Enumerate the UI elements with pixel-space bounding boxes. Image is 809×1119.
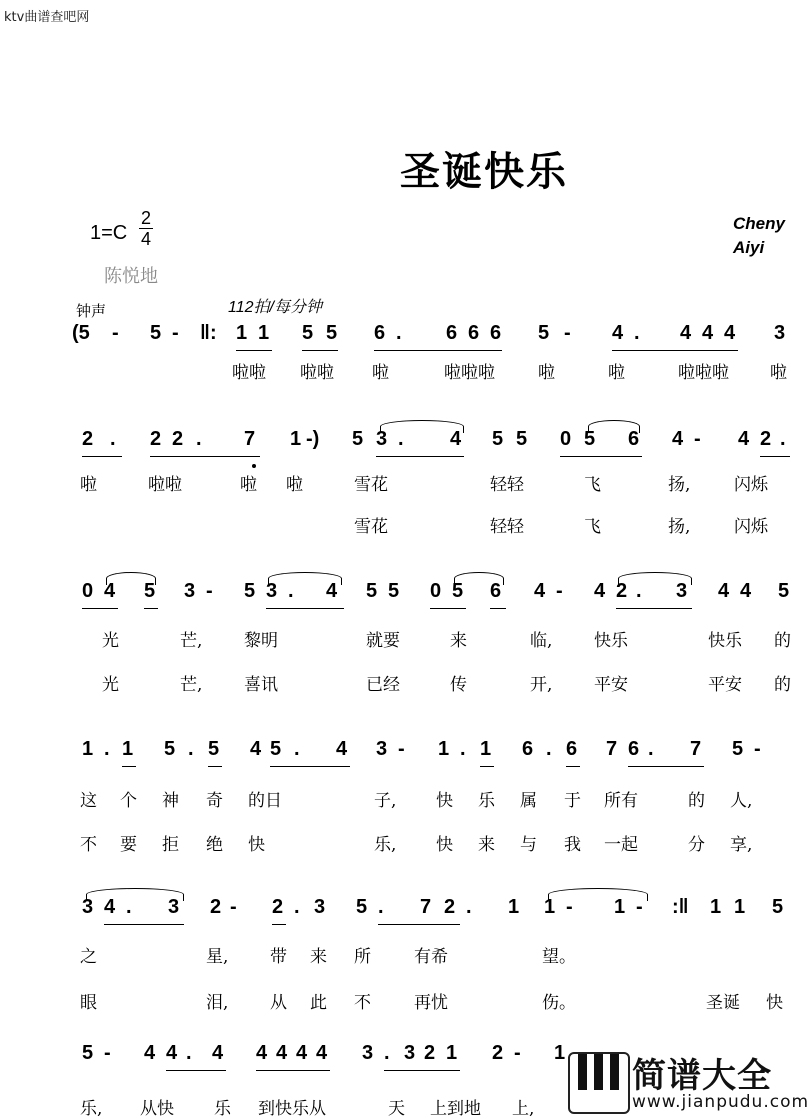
lyric: 扬,: [668, 475, 691, 495]
lyric: 平安: [708, 675, 742, 695]
underline: [104, 924, 184, 925]
note: 6: [522, 738, 534, 760]
lyric: 喜讯: [244, 675, 278, 695]
note: .: [186, 1042, 192, 1064]
lyric: 快: [436, 835, 453, 855]
note: 1: [122, 738, 134, 760]
note: 5: [150, 322, 162, 344]
lyric: 所有: [604, 791, 638, 811]
underline: [150, 456, 260, 457]
lyric: 绝: [206, 835, 223, 855]
lyric: 快: [248, 835, 265, 855]
note: 4: [738, 428, 750, 450]
note: 5: [366, 580, 378, 602]
lyric: 黎明: [244, 631, 278, 651]
note: 3: [362, 1042, 374, 1064]
note: 2: [760, 428, 772, 450]
lyric: 啦啦啦: [444, 363, 495, 383]
piano-icon: [568, 1052, 630, 1114]
note: 4: [326, 580, 338, 602]
watermark-logo: [568, 1048, 809, 1117]
note: .: [396, 322, 402, 344]
note: 3: [376, 738, 388, 760]
lyric: 平安: [594, 675, 628, 695]
tie: [548, 888, 648, 901]
note: -: [112, 322, 119, 344]
tie: [588, 420, 640, 433]
note: 4: [594, 580, 606, 602]
singer-name: 陈悦地: [104, 266, 158, 287]
tempo-marking: 112拍/每分钟: [228, 299, 322, 316]
lyric: 享,: [730, 835, 753, 855]
note: 5: [538, 322, 550, 344]
lyric: 啦啦: [232, 363, 266, 383]
lyric: 啦: [538, 363, 555, 383]
lyric: 飞: [584, 475, 601, 495]
note: 2: [210, 896, 222, 918]
lyric: 来: [310, 947, 327, 967]
note: -: [564, 322, 571, 344]
lyric: 从快: [140, 1099, 174, 1119]
lyric: 乐,: [80, 1099, 103, 1119]
note: 1: [554, 1042, 566, 1064]
lyric: 个: [120, 791, 137, 811]
underline: [480, 766, 494, 767]
note: 1: [438, 738, 450, 760]
lyric: 开,: [530, 675, 553, 695]
lyric: 闪烁: [734, 475, 768, 495]
note: 1: [480, 738, 492, 760]
note: 1: [734, 896, 746, 918]
note: 4: [672, 428, 684, 450]
note: 6: [490, 580, 502, 602]
underline: [144, 608, 158, 609]
note: 1: [446, 1042, 458, 1064]
underline: [584, 456, 642, 457]
note: 2: [492, 1042, 504, 1064]
lyric: 乐,: [374, 835, 397, 855]
score-line-2: [0, 428, 790, 460]
note: -: [104, 1042, 111, 1064]
time-signature: [138, 208, 154, 249]
note: 7: [244, 428, 256, 450]
note: -): [306, 428, 320, 450]
lyric: 芒,: [180, 675, 203, 695]
note: 2: [172, 428, 184, 450]
underline: [122, 766, 136, 767]
underline: [236, 350, 272, 351]
underline: [302, 350, 338, 351]
tie: [106, 572, 156, 585]
note: -: [754, 738, 761, 760]
credit-lyricist: Aiyi: [733, 238, 765, 257]
lyric: 带: [270, 947, 287, 967]
repeat-start: ‖:: [200, 322, 217, 344]
lyric: 再忧: [414, 993, 448, 1013]
lyric: 轻轻: [490, 517, 524, 537]
lyric: 快: [766, 993, 783, 1013]
note: 5: [452, 580, 464, 602]
note: 5: [270, 738, 282, 760]
lyric: 圣诞: [706, 993, 740, 1013]
lyric: 的日: [248, 791, 282, 811]
lyric: 此: [310, 993, 327, 1013]
underline: [628, 766, 704, 767]
credit-composer: Cheny: [733, 214, 785, 233]
note: 6: [446, 322, 458, 344]
lyric: 已经: [366, 675, 400, 695]
note: 5: [208, 738, 220, 760]
lyric: 来: [478, 835, 495, 855]
lyric: 伤。: [542, 993, 576, 1013]
lyric: 与: [520, 835, 537, 855]
underline: [208, 766, 222, 767]
note: 3: [774, 322, 786, 344]
note: 4: [250, 738, 262, 760]
lyric: 拒: [162, 835, 179, 855]
underline: [616, 608, 692, 609]
note: -: [694, 428, 701, 450]
note: 2: [424, 1042, 436, 1064]
note: 1: [82, 738, 94, 760]
note: 3: [266, 580, 278, 602]
lyric: 啦: [286, 475, 303, 495]
note: 3: [676, 580, 688, 602]
lyric: 临,: [530, 631, 553, 651]
note: 4: [702, 322, 714, 344]
note: 2: [82, 428, 94, 450]
score-line-1: [0, 322, 790, 354]
lyric: 快乐: [708, 631, 742, 651]
note: 6: [628, 738, 640, 760]
note: 6: [490, 322, 502, 344]
note: 5: [772, 896, 784, 918]
underline: [566, 766, 580, 767]
lyric: 传: [450, 675, 467, 695]
note: 4: [680, 322, 692, 344]
note: 4: [166, 1042, 178, 1064]
underline: [82, 456, 122, 457]
lyric: 光: [102, 631, 119, 651]
score-line-4: [0, 738, 790, 770]
note: -: [172, 322, 179, 344]
underline: [82, 608, 118, 609]
note: .: [648, 738, 654, 760]
note: .: [780, 428, 786, 450]
note: 6: [374, 322, 386, 344]
lyric: 乐: [214, 1099, 231, 1119]
lyric: 啦啦: [300, 363, 334, 383]
note: 1: [544, 896, 556, 918]
lyric: 星,: [206, 947, 229, 967]
lyric: 上,: [512, 1099, 535, 1119]
note: 4: [718, 580, 730, 602]
note: 1: [258, 322, 270, 344]
note: 5: [778, 580, 790, 602]
note: .: [196, 428, 202, 450]
note: 3: [184, 580, 196, 602]
note: .: [634, 322, 640, 344]
note: 4: [276, 1042, 288, 1064]
lyric: 闪烁: [734, 517, 768, 537]
note: 0: [82, 580, 94, 602]
underline: [256, 1070, 330, 1071]
repeat-end: :‖: [672, 896, 689, 918]
lyric: 啦啦: [148, 475, 182, 495]
underline: [430, 608, 466, 609]
lyric: 扬,: [668, 517, 691, 537]
lyric: 天: [388, 1099, 405, 1119]
note: 3: [82, 896, 94, 918]
note: 3: [376, 428, 388, 450]
note: 7: [420, 896, 432, 918]
song-title: 圣诞快乐: [400, 148, 568, 195]
lyric: 芒,: [180, 631, 203, 651]
lyric: 的: [688, 791, 705, 811]
note: .: [460, 738, 466, 760]
score-line-5: [0, 896, 790, 928]
lyric: 啦: [770, 363, 787, 383]
note: 4: [336, 738, 348, 760]
note: 5: [388, 580, 400, 602]
note: 4: [450, 428, 462, 450]
note: 5: [244, 580, 256, 602]
note: 7: [690, 738, 702, 760]
note: 1: [710, 896, 722, 918]
lyric: 有希: [414, 947, 448, 967]
note: 2: [444, 896, 456, 918]
note: .: [294, 738, 300, 760]
tie: [86, 888, 184, 901]
lyric: 啦啦啦: [678, 363, 729, 383]
note: 1: [508, 896, 520, 918]
underline: [490, 608, 506, 609]
lyric: 就要: [366, 631, 400, 651]
note: 1: [290, 428, 302, 450]
lyric: 雪花: [354, 475, 388, 495]
note: 5: [492, 428, 504, 450]
lyric: 光: [102, 675, 119, 695]
note: .: [294, 896, 300, 918]
note: 5: [352, 428, 364, 450]
tie: [618, 572, 692, 585]
note: -: [636, 896, 643, 918]
note: 1: [236, 322, 248, 344]
lyric: 奇: [206, 791, 223, 811]
note: 5: [326, 322, 338, 344]
lyric: 神: [162, 791, 179, 811]
lyric: 要: [120, 835, 137, 855]
lyric: 啦: [240, 475, 257, 495]
lyric: 乐: [478, 791, 495, 811]
key-signature: 1=C: [90, 222, 128, 244]
note: 2: [150, 428, 162, 450]
note: 3: [168, 896, 180, 918]
lyric: 不: [354, 993, 371, 1013]
underline: [612, 350, 738, 351]
note: 4: [612, 322, 624, 344]
note: .: [384, 1042, 390, 1064]
note: .: [188, 738, 194, 760]
underline: [376, 456, 464, 457]
note: 5: [164, 738, 176, 760]
low-octave-dot: [252, 464, 256, 468]
time-signature-numerator: 2: [140, 208, 151, 228]
score-line-3: [0, 580, 790, 612]
lyric: 快乐: [594, 631, 628, 651]
site-name: ktv曲谱查吧网: [4, 10, 90, 25]
underline: [166, 1070, 226, 1071]
note: 7: [606, 738, 618, 760]
lyric: 望。: [542, 947, 576, 967]
note: 0: [560, 428, 572, 450]
note: 4: [104, 896, 116, 918]
lyric: 啦: [372, 363, 389, 383]
note: 2: [616, 580, 628, 602]
lyric: 快: [436, 791, 453, 811]
underline: [374, 350, 502, 351]
note: 5: [516, 428, 528, 450]
note: -: [230, 896, 237, 918]
lyric: 雪花: [354, 517, 388, 537]
lyric: 到快乐从: [258, 1099, 326, 1119]
note: -: [398, 738, 405, 760]
lyric: 之: [80, 947, 97, 967]
underline: [272, 924, 286, 925]
underline: [378, 924, 460, 925]
lyric: 的: [774, 631, 791, 651]
note: 5: [82, 1042, 94, 1064]
note: 5: [302, 322, 314, 344]
note: .: [110, 428, 116, 450]
note: 4: [144, 1042, 156, 1064]
lyric: 于: [564, 791, 581, 811]
watermark-url: www.jianpudu.com: [632, 1092, 809, 1112]
note: -: [206, 580, 213, 602]
lyric: 来: [450, 631, 467, 651]
note: .: [466, 896, 472, 918]
underline: [384, 1070, 460, 1071]
lyric: 所: [354, 947, 371, 967]
lyric: 飞: [584, 517, 601, 537]
lyric: 子,: [374, 791, 397, 811]
lyric: 上到地: [430, 1099, 481, 1119]
note: 5: [144, 580, 156, 602]
lyric: 我: [564, 835, 581, 855]
note: 0: [430, 580, 442, 602]
note: 3: [404, 1042, 416, 1064]
note: 4: [534, 580, 546, 602]
note: 6: [468, 322, 480, 344]
underline: [270, 766, 350, 767]
lyric: 这: [80, 791, 97, 811]
note: .: [636, 580, 642, 602]
lyric: 人,: [730, 791, 753, 811]
note: 4: [316, 1042, 328, 1064]
lyric: 不: [80, 835, 97, 855]
note: 2: [272, 896, 284, 918]
underline: [760, 456, 790, 457]
lyric: 啦: [80, 475, 97, 495]
note: .: [104, 738, 110, 760]
note: .: [126, 896, 132, 918]
tie: [268, 572, 342, 585]
lyric: 的: [774, 675, 791, 695]
lyric: 一起: [604, 835, 638, 855]
note: 5: [732, 738, 744, 760]
note: -: [566, 896, 573, 918]
time-signature-denominator: 4: [140, 229, 151, 249]
note: .: [288, 580, 294, 602]
lyric: 从: [270, 993, 287, 1013]
tie: [380, 420, 464, 433]
note: 5: [584, 428, 596, 450]
note: 6: [566, 738, 578, 760]
note: 4: [104, 580, 116, 602]
lyric: 啦: [608, 363, 625, 383]
watermark-title: 简谱大全: [632, 1056, 772, 1096]
note: .: [546, 738, 552, 760]
note: 1: [614, 896, 626, 918]
note: .: [398, 428, 404, 450]
note: 4: [724, 322, 736, 344]
note: -: [514, 1042, 521, 1064]
note: 4: [212, 1042, 224, 1064]
lyric: 属: [520, 791, 537, 811]
lyric: 眼: [80, 993, 97, 1013]
lyric: 泪,: [206, 993, 229, 1013]
note: .: [378, 896, 384, 918]
tie: [454, 572, 504, 585]
note: (5: [72, 322, 90, 344]
lyric: 分: [688, 835, 705, 855]
lyric: 轻轻: [490, 475, 524, 495]
tempo-label: 钟声: [76, 302, 107, 320]
underline: [266, 608, 344, 609]
note: 5: [356, 896, 368, 918]
note: -: [556, 580, 563, 602]
note: 6: [628, 428, 640, 450]
note: 4: [296, 1042, 308, 1064]
note: 3: [314, 896, 326, 918]
note: 4: [256, 1042, 268, 1064]
note: 4: [740, 580, 752, 602]
